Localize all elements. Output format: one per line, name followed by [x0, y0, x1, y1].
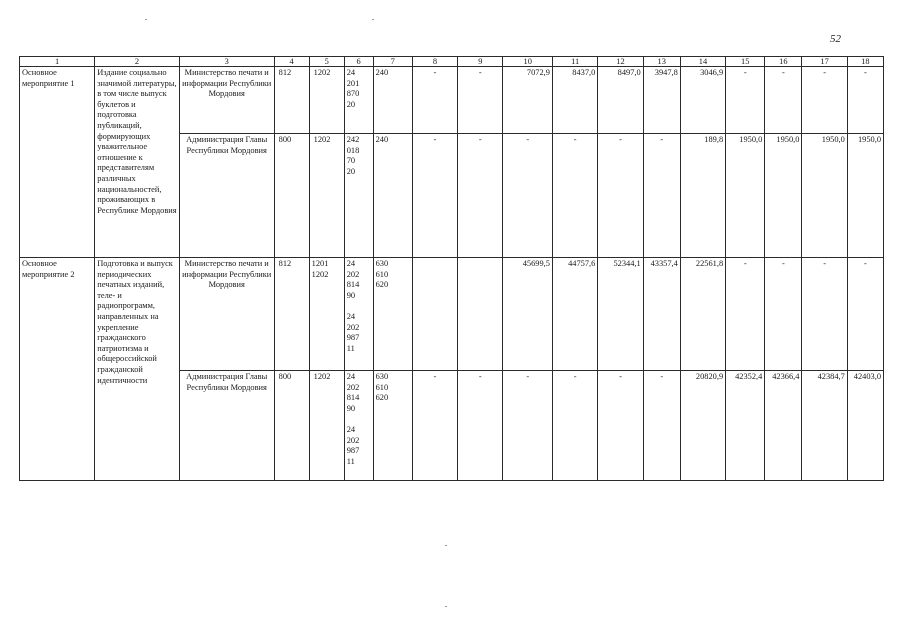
- cell-vr: 630 610 620: [373, 371, 412, 481]
- executor-cell: Администрация Главы Республики Мордовия: [179, 371, 274, 481]
- col-header: 4: [274, 57, 309, 67]
- cell-value: 42352,4: [726, 371, 765, 481]
- cell-value: 8497,0: [598, 67, 643, 134]
- activity-name: Основное мероприятие 1: [20, 67, 95, 258]
- cell-csr: 24 202 814 90 24 202 987 11: [344, 258, 373, 371]
- cell-rzpr: 1202: [309, 134, 344, 258]
- executor-cell: Министерство печати и информации Республики Мордовия: [179, 258, 274, 371]
- table-row: [20, 67, 884, 134]
- col-header: 14: [680, 57, 725, 67]
- cell-rzpr: 1202: [309, 67, 344, 134]
- activity-name: Основное мероприятие 2: [20, 258, 95, 481]
- cell-grbs: 812: [274, 67, 309, 134]
- cell-value: -: [458, 371, 503, 481]
- col-header: 3: [179, 57, 274, 67]
- budget-table: [19, 56, 884, 481]
- cell-value: -: [847, 258, 883, 371]
- cell-value: 7072,9: [503, 67, 552, 134]
- cell-csr: 24 202 814 90 24 202 987 11: [344, 371, 373, 481]
- col-header: 7: [373, 57, 412, 67]
- cell-rzpr: 1202: [309, 371, 344, 481]
- cell-grbs: 800: [274, 134, 309, 258]
- col-header: 5: [309, 57, 344, 67]
- cell-value: 22561,8: [680, 258, 725, 371]
- cell-value: -: [643, 134, 680, 258]
- col-header: 13: [643, 57, 680, 67]
- header-row: [20, 57, 884, 67]
- col-header: 8: [412, 57, 457, 67]
- scan-speck: [372, 19, 374, 20]
- cell-value: 1950,0: [726, 134, 765, 258]
- col-header: 6: [344, 57, 373, 67]
- cell-value: 8437,0: [552, 67, 597, 134]
- activity-description: Издание социально значимой литературы, в том числе выпуск буклетов и подготовка публикаций, формирующих уважительное отношение к представителям различных национальностей, проживающих в Республике Мордовия: [95, 67, 180, 258]
- cell-value: -: [412, 67, 457, 134]
- cell-value: 1950,0: [847, 134, 883, 258]
- col-header: 9: [458, 57, 503, 67]
- col-header: 15: [726, 57, 765, 67]
- executor-cell: Администрация Главы Республики Мордовия: [179, 134, 274, 258]
- col-header: 17: [802, 57, 847, 67]
- cell-value: -: [552, 134, 597, 258]
- col-header: 16: [765, 57, 802, 67]
- col-header: 11: [552, 57, 597, 67]
- cell-value: 42384,7: [802, 371, 847, 481]
- cell-value: -: [802, 67, 847, 134]
- table-row: [20, 258, 884, 371]
- cell-vr: 240: [373, 67, 412, 134]
- cell-grbs: 812: [274, 258, 309, 371]
- cell-value: [458, 258, 503, 371]
- cell-value: 42403,0: [847, 371, 883, 481]
- cell-value: -: [412, 371, 457, 481]
- cell-value: 42366,4: [765, 371, 802, 481]
- cell-value: [412, 258, 457, 371]
- cell-value: -: [552, 371, 597, 481]
- page-number: 52: [830, 33, 841, 45]
- cell-value: -: [765, 67, 802, 134]
- cell-value: -: [598, 134, 643, 258]
- col-header: 10: [503, 57, 552, 67]
- cell-value: -: [458, 67, 503, 134]
- scan-speck: [445, 606, 447, 607]
- cell-value: -: [503, 371, 552, 481]
- cell-value: 45699,5: [503, 258, 552, 371]
- col-header: 1: [20, 57, 95, 67]
- cell-value: 1950,0: [765, 134, 802, 258]
- cell-value: -: [503, 134, 552, 258]
- cell-value: -: [726, 258, 765, 371]
- executor-cell: Министерство печати и информации Республики Мордовия: [179, 67, 274, 134]
- cell-value: -: [802, 258, 847, 371]
- cell-value: 20820,9: [680, 371, 725, 481]
- cell-value: -: [726, 67, 765, 134]
- cell-value: -: [412, 134, 457, 258]
- cell-value: 3947,8: [643, 67, 680, 134]
- cell-value: -: [458, 134, 503, 258]
- col-header: 18: [847, 57, 883, 67]
- cell-value: 43357,4: [643, 258, 680, 371]
- cell-value: 3046,9: [680, 67, 725, 134]
- cell-value: -: [643, 371, 680, 481]
- cell-value: 189,8: [680, 134, 725, 258]
- cell-rzpr: 1201 1202: [309, 258, 344, 371]
- cell-value: -: [598, 371, 643, 481]
- col-header: 2: [95, 57, 180, 67]
- col-header: 12: [598, 57, 643, 67]
- cell-value: -: [765, 258, 802, 371]
- cell-grbs: 800: [274, 371, 309, 481]
- cell-value: -: [847, 67, 883, 134]
- cell-vr: 240: [373, 134, 412, 258]
- scan-speck: [145, 19, 147, 20]
- cell-csr: 242 018 70 20: [344, 134, 373, 258]
- activity-description: Подготовка и выпуск периодических печатных изданий, теле- и радиопрограмм, направленных на укрепление гражданского патриотизма и общероссийской гражданской идентичности: [95, 258, 180, 481]
- cell-vr: 630 610 620: [373, 258, 412, 371]
- cell-value: 52344,1: [598, 258, 643, 371]
- cell-csr: 24 201 870 20: [344, 67, 373, 134]
- scan-speck: [445, 545, 447, 546]
- cell-value: 1950,0: [802, 134, 847, 258]
- cell-value: 44757,6: [552, 258, 597, 371]
